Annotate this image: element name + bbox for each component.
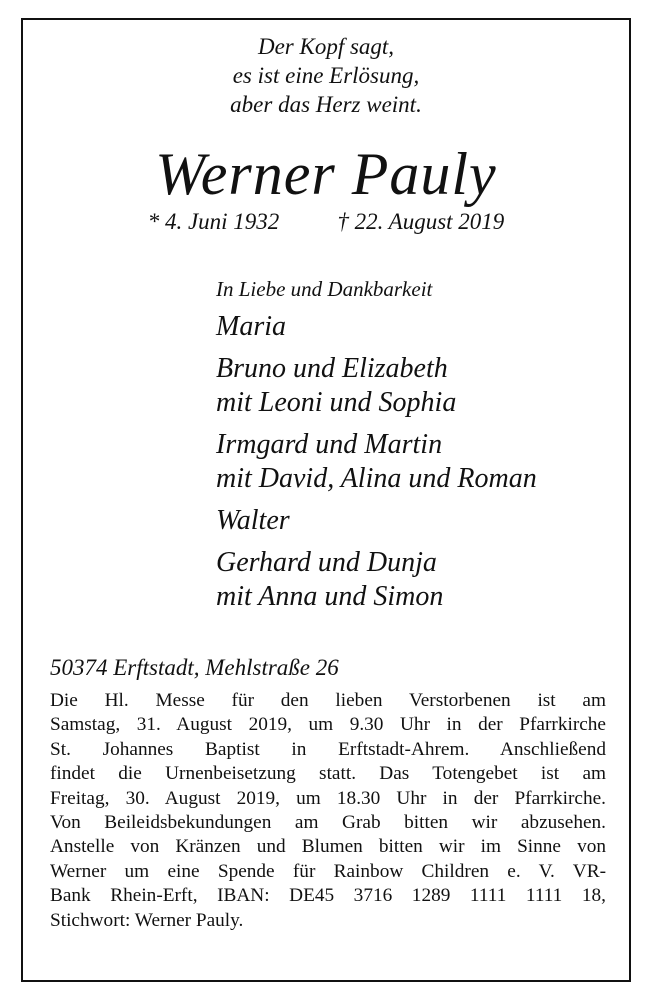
mourners-intro: In Liebe und Dankbarkeit bbox=[216, 277, 433, 301]
life-dates bbox=[23, 208, 629, 236]
mourner-group bbox=[216, 310, 626, 344]
mourner-group bbox=[216, 504, 626, 538]
deceased-name: Werner Pauly bbox=[155, 141, 497, 207]
notice-line: Anstelle von Kränzen und Blumen bitten wir im Sinne von bbox=[50, 836, 606, 858]
notice-line: findet die Urnenbeisetzung statt. Das Totengebet ist am bbox=[50, 763, 606, 785]
mourner-name: Maria bbox=[216, 311, 286, 342]
motto-line: es ist eine Erlösung, bbox=[232, 63, 420, 88]
mourner-name: mit Leoni und Sophia bbox=[216, 387, 457, 418]
notice-line: Die Hl. Messe für den lieben Verstorbenen ist am bbox=[50, 690, 606, 711]
mourner-group bbox=[216, 352, 626, 420]
family-address: 50374 Erftstadt, Mehlstraße 26 bbox=[50, 655, 339, 680]
death-date: † 22. August 2019 bbox=[337, 209, 505, 234]
notice-line: Stichwort: Werner Pauly. bbox=[50, 909, 244, 931]
notice-line: Bank Rhein-Erft, IBAN: DE45 3716 1289 1111 1111 18, bbox=[50, 885, 606, 907]
mourners-list bbox=[216, 276, 626, 622]
mourner-name: mit David, Alina und Roman bbox=[216, 463, 537, 494]
obituary-frame bbox=[21, 18, 631, 982]
mourner-name: Bruno und Elizabeth bbox=[216, 353, 448, 384]
birth-date: * 4. Juni 1932 bbox=[147, 209, 280, 234]
notice-line: Werner um eine Spende für Rainbow Children e. V. VR- bbox=[50, 860, 606, 882]
mourner-name: Gerhard und Dunja bbox=[216, 547, 437, 578]
motto-line: aber das Herz weint. bbox=[230, 92, 422, 117]
mourner-group bbox=[216, 428, 626, 496]
mourner-group bbox=[216, 546, 626, 614]
mourner-name: mit Anna und Simon bbox=[216, 581, 444, 612]
mourner-name: Irmgard und Martin bbox=[216, 429, 443, 460]
notice-line: Von Beileidsbekundungen am Grab bitten wir abzusehen. bbox=[50, 812, 606, 834]
notice-line: Samstag, 31. August 2019, um 9.30 Uhr in der Pfarrkirche bbox=[50, 714, 606, 736]
motto-line: Der Kopf sagt, bbox=[257, 34, 395, 59]
funeral-notice bbox=[50, 689, 606, 933]
notice-line: Freitag, 30. August 2019, um 18.30 Uhr in der Pfarrkirche. bbox=[50, 787, 606, 809]
motto-quote bbox=[23, 32, 629, 119]
mourner-name: Walter bbox=[216, 505, 290, 536]
notice-line: St. Johannes Baptist in Erftstadt-Ahrem. Anschließend bbox=[50, 738, 606, 760]
